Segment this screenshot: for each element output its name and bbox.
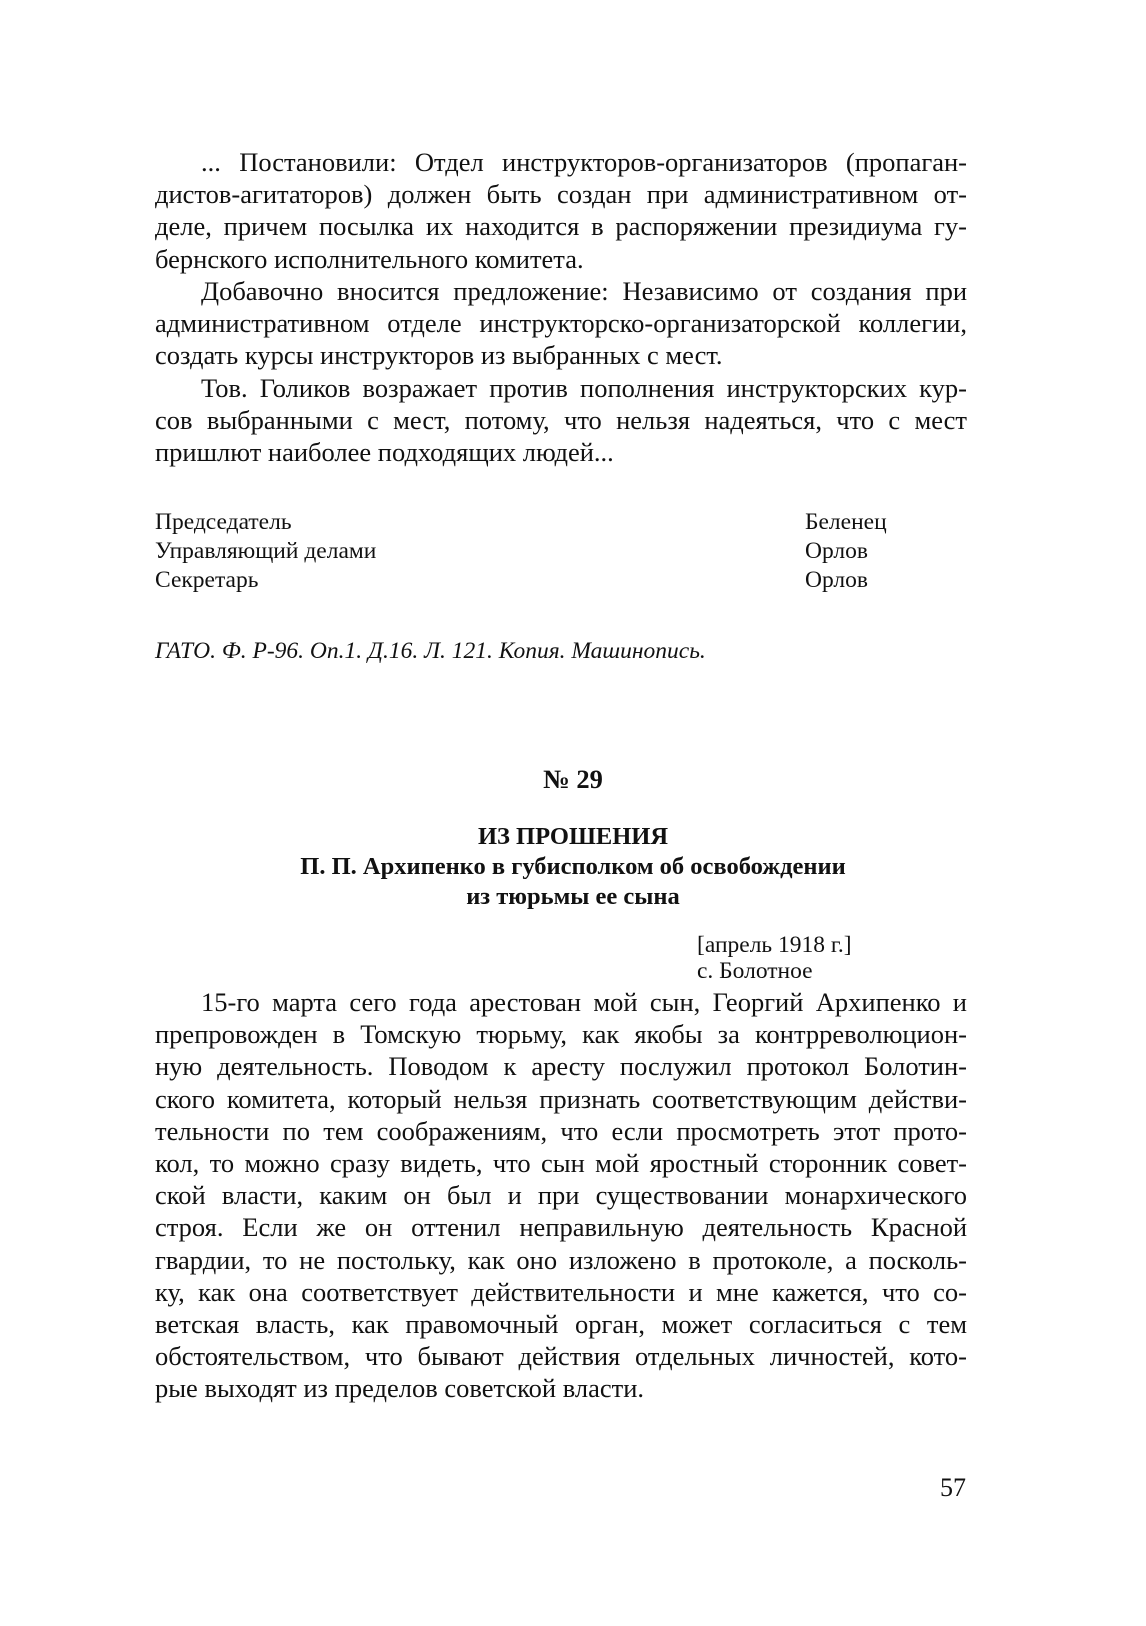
signature-name: Беленец	[805, 509, 887, 535]
protocol-paragraph-3	[155, 372, 967, 469]
text-line: бернского исполнительного комитета.	[155, 243, 584, 274]
text-line: ветская власть, как правомочный орган, может согласиться с тем	[155, 1308, 967, 1339]
text-line: ской власти, каким он был и при существовании монархического	[155, 1180, 967, 1211]
heading-line: П. П. Архипенко в губисполком об освобождении	[300, 853, 846, 880]
signature-name: Орлов	[805, 538, 868, 564]
signature-row	[155, 508, 915, 537]
text-line: 15-го марта сего года арестован мой сын, Георгий Архипенко и	[201, 987, 967, 1017]
text-line: Добавочно вносится предложение: Независимо от создания при	[201, 276, 967, 306]
signature-role: Председатель	[155, 509, 292, 535]
text-line: дистов-агитаторов) должен быть создан при административном от-	[155, 179, 967, 210]
heading-line: из тюрьмы ее сына	[466, 883, 680, 910]
heading-line: ИЗ ПРОШЕНИЯ	[477, 823, 669, 850]
text-line: препровожден в Томскую тюрьму, как якобы за контрреволюцион-	[155, 1019, 967, 1050]
signature-block	[155, 508, 915, 595]
signature-row	[155, 566, 915, 595]
text-line: гвардии, то не постольку, как оно изложено в протоколе, а посколь-	[155, 1244, 967, 1275]
protocol-paragraph-1	[155, 146, 967, 275]
date-place-block	[697, 932, 852, 984]
text-line: создать курсы инструкторов из выбранных с мест.	[155, 340, 723, 371]
protocol-paragraph-2	[155, 275, 967, 372]
archive-reference: ГАТО. Ф. Р-96. Оп.1. Д.16. Л. 121. Копия. Машинопись.	[155, 638, 706, 664]
document-heading	[0, 822, 1146, 912]
text-line: ... Постановили: Отдел инструкторов-организаторов (пропаган-	[201, 147, 967, 177]
signature-name: Орлов	[805, 567, 868, 593]
text-line: деле, причем посылка их находится в распоряжении президиума гу-	[155, 211, 967, 242]
text-line: ского комитета, который нельзя признать соответствующим действи-	[155, 1083, 967, 1114]
text-line: тельности по тем соображениям, что если просмотреть этот прото-	[155, 1115, 967, 1146]
text-line: Тов. Голиков возражает против пополнения инструкторских кур-	[201, 373, 967, 403]
text-line: сов выбранными с мест, потому, что нельзя надеяться, что с мест	[155, 405, 967, 436]
document-date: [апрель 1918 г.]	[697, 932, 852, 958]
document-place: с. Болотное	[697, 958, 813, 984]
text-line: кол, то можно сразу видеть, что сын мой яростный сторонник совет-	[155, 1147, 967, 1178]
signature-role: Секретарь	[155, 567, 259, 593]
page-number: 57	[940, 1473, 966, 1502]
text-line: ную деятельность. Поводом к аресту послужил протокол Болотин-	[155, 1051, 967, 1082]
petition-body	[155, 986, 967, 1404]
text-line: обстоятельством, что бывают действия отдельных личностей, кото-	[155, 1341, 967, 1372]
text-line: строя. Если же он оттенил неправильную деятельность Красной	[155, 1212, 967, 1243]
text-line: административном отделе инструкторско-организаторской коллегии,	[155, 308, 967, 339]
signature-role: Управляющий делами	[155, 538, 377, 564]
text-line: ку, как она соответствует действительности и мне кажется, что со-	[155, 1276, 967, 1307]
text-line: пришлют наиболее подходящих людей...	[155, 437, 614, 468]
signature-row	[155, 537, 915, 566]
document-number: № 29	[543, 764, 603, 794]
text-line: рые выходят из пределов советской власти.	[155, 1373, 645, 1404]
